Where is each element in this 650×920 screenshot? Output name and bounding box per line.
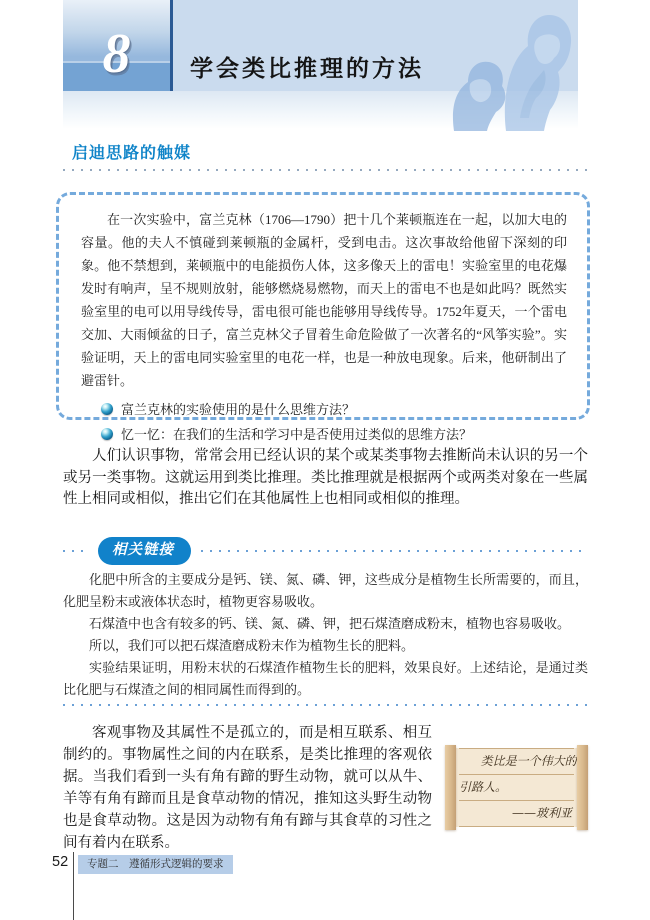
related-paragraph: 实验结果证明，用粉末状的石煤渣作植物生长的肥料，效果良好。上述结论，是通过类比化肥与石煤渣之间的相同属性而得到的。 <box>63 661 588 698</box>
question-text: 忆一忆：在我们的生活和学习中是否使用过类似的思维方法？ <box>121 427 473 442</box>
related-links-divider <box>63 537 588 565</box>
section-dotted-rule <box>63 169 588 171</box>
story-paragraph: 在一次实验中，富兰克林（1706—1790）把十几个莱顿瓶连在一起，以加大电的容量。他的夫人不慎碰到莱顿瓶的金属杆，受到电击。这次事故给他留下深刻的印象。他不禁想到，莱顿瓶中的电能损伤人体，这多像天上的雷电！实验室里的电花爆发时有响声，呈不规则放射，能够燃烧易燃物，而天上的雷电不也是如此吗？既然实验室里的电可以用导线传导，雷电很可能也能够用导线传导。1752年夏天，一个雷电交加、大雨倾盆的日子，富兰克林父子冒着生命危险做了一次著名的“风筝实验”。实验证明，天上的雷电同实验室里的电花一样，也是一种放电现象。后来，他研制出了避雷针。 <box>81 212 567 388</box>
leader-dots-left <box>63 550 90 552</box>
story-box <box>56 192 590 442</box>
question-list <box>101 397 567 447</box>
quote-rows <box>459 748 577 827</box>
quote-scroll-box <box>445 748 588 827</box>
closing-paragraph: 客观事物及其属性不是孤立的，而是相互联系、相互制约的。事物属性之间的内在联系，是类比推理的客观依据。当我们看到一头有角有蹄的野生动物，就可以从牛、羊等有角有蹄而且是食草动物的情况，推知这头野生动物也是食草动物。这是因为动物有角有蹄与其食草的习性之间有着内在联系。 <box>63 725 432 851</box>
question-item <box>101 422 567 447</box>
sphere-bullet-icon <box>101 428 113 440</box>
question-item <box>101 397 567 422</box>
leader-dots-right <box>201 550 588 552</box>
related-links-body <box>63 570 588 702</box>
related-paragraph: 所以，我们可以把石煤渣磨成粉末作为植物生长的肥料。 <box>89 639 415 654</box>
question-text: 富兰克林的实验使用的是什么思维方法？ <box>121 402 356 417</box>
quote-attribution: ——玻利亚 <box>459 801 574 827</box>
chapter-number: 8 <box>102 23 131 85</box>
definition-paragraph: 人们认识事物，常常会用已经认识的某个或某类事物去推断尚未认识的另一个或另一类事物。这就运用到类比推理。类比推理就是根据两个或两类对象在一些属性上相同或相似，推出它们在其他属性上也相同或相似的推理。 <box>63 448 588 507</box>
closing-paragraph-wrap <box>63 722 588 854</box>
sphere-bullet-icon <box>101 403 113 415</box>
chapter-title: 学会类比推理的方法 <box>190 55 424 82</box>
scroll-bar-right <box>577 745 588 830</box>
chapter-box-divider <box>170 0 173 91</box>
marx-engels-illustration <box>440 0 578 131</box>
related-paragraph: 石煤渣中也含有较多的钙、镁、氮、磷、钾，把石煤渣磨成粉末，植物也容易吸收。 <box>89 617 571 632</box>
related-paragraph: 化肥中所含的主要成分是钙、镁、氮、磷、钾，这些成分是植物生长所需要的，而且，化肥呈粉末或液体状态时，植物更容易吸收。 <box>63 573 588 610</box>
footer-section-label: 专题二 遵循形式逻辑的要求 <box>78 855 233 874</box>
page-number: 52 <box>52 854 69 870</box>
quote-line: 类比是一个伟大的 <box>459 749 574 775</box>
quote-line: 引路人。 <box>459 775 574 801</box>
related-links-badge: 相关链接 <box>98 537 191 565</box>
chapter-number-box <box>63 0 170 91</box>
footer-divider-line <box>73 852 74 920</box>
section-title: 启迪思路的触媒 <box>72 145 192 162</box>
related-links-end-rule <box>63 704 588 706</box>
scroll-bar-left <box>445 745 456 830</box>
